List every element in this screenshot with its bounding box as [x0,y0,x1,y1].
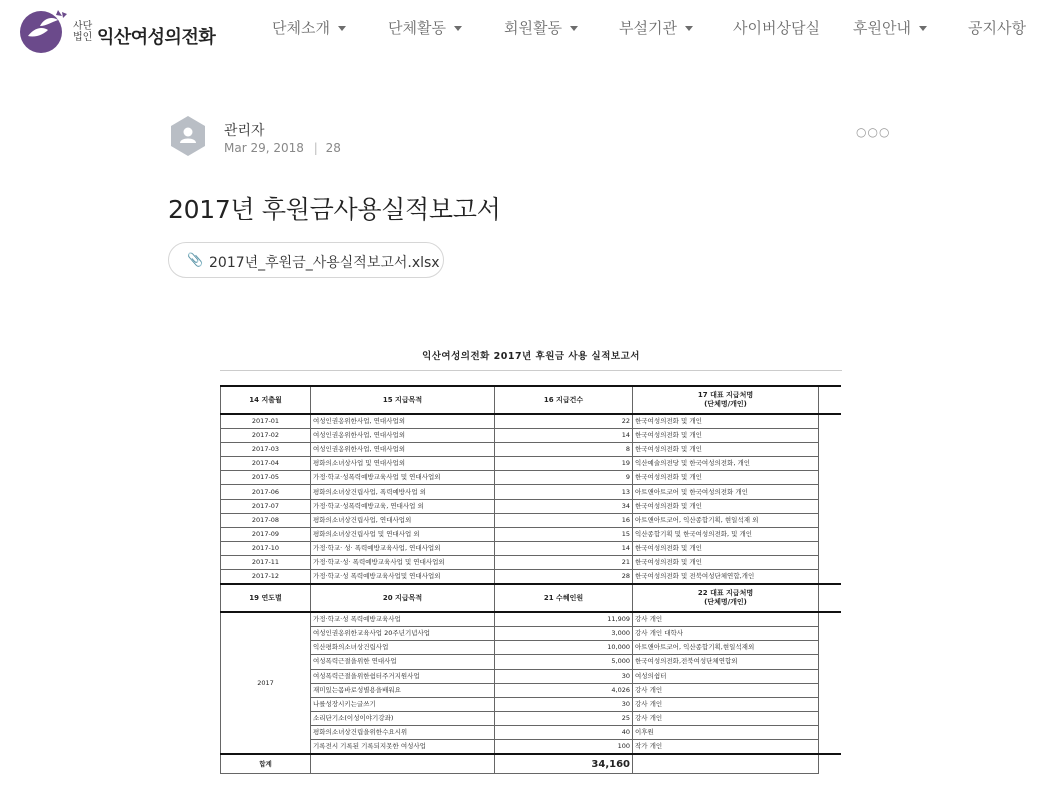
report-table [220,385,841,774]
nav-item-activities[interactable] [388,17,462,38]
month-cell: 2017-12 [221,570,311,585]
table-row [221,555,841,569]
payee-cell: 익산예술의전당 및 한국여성의전화, 개인 [633,457,819,471]
table-row [221,485,841,499]
nav-item-about[interactable] [272,17,346,38]
table-row [221,527,841,541]
header-cell: 19 연도별 [221,584,311,612]
recipients-cell: 10,000 [495,641,633,655]
table-row [221,457,841,471]
caret-down-icon [570,26,578,31]
table-row [221,697,841,711]
author-avatar[interactable] [170,116,206,156]
payee-cell: 강사 개인 [633,683,819,697]
purpose-cell: 여성인권옹위한사업, 연대사업외 [311,414,495,429]
paperclip-icon: 📎 [187,253,204,268]
payee-cell: 여성의쉼터 [633,669,819,683]
nav-label: 공지사항 [968,19,1026,37]
month-cell: 2017-08 [221,513,311,527]
payee-cell: 아트앤아트코어, 익산종합기획, 현일석재 외 [633,513,819,527]
nav-item-affiliates[interactable] [619,17,693,38]
purpose-cell: 평화의소녀상사업 및 연대사업외 [311,457,495,471]
empty-cell [819,697,841,711]
month-cell: 2017-06 [221,485,311,499]
payee-cell: 한국여성의전화 및 전북여성단체연합,개인 [633,570,819,585]
empty-cell [819,457,841,471]
site-header [0,0,1053,60]
table-row [221,655,841,669]
count-cell: 13 [495,485,633,499]
empty-cell [819,443,841,457]
purpose-cell: 가정·학교· 성· 폭력예방교육사업, 연대사업외 [311,541,495,555]
recipients-cell: 25 [495,711,633,725]
month-cell: 2017-07 [221,499,311,513]
count-cell: 8 [495,443,633,457]
site-logo[interactable] [18,6,218,54]
total-value: 34,160 [495,754,633,774]
payee-cell: 강사 개인 [633,697,819,711]
total-label: 합계 [221,754,311,774]
header-cell: 22 대표 지급처명 (단체명/개인) [633,584,819,612]
recipients-cell: 100 [495,739,633,754]
nav-item-counseling[interactable] [733,17,820,38]
count-cell: 9 [495,471,633,485]
nav-item-notice[interactable] [968,17,1026,38]
nav-item-members[interactable] [504,17,578,38]
month-cell: 2017-04 [221,457,311,471]
payee-cell: 작가 개인 [633,739,819,754]
purpose-cell: 평화의소녀상건립사업 및 연대사업 외 [311,527,495,541]
month-cell: 2017-05 [221,471,311,485]
recipients-cell: 30 [495,669,633,683]
purpose-cell: 기록전시 기록된 기록되지못한 여성사업 [311,739,495,754]
month-cell: 2017-03 [221,443,311,457]
empty-cell [311,754,495,774]
empty-cell [819,711,841,725]
table-row [221,739,841,754]
purpose-cell: 나를성장시키는글쓰기 [311,697,495,711]
recipients-cell: 5,000 [495,655,633,669]
table-row [221,513,841,527]
month-cell: 2017-11 [221,555,311,569]
table-row [221,471,841,485]
purpose-cell: 가정·학교·성 폭력예방교육사업및 연대사업외 [311,570,495,585]
purpose-cell: 평화의소녀상건립을위한수요시위 [311,725,495,739]
table-row [221,669,841,683]
recipients-cell: 3,000 [495,627,633,641]
count-cell: 14 [495,429,633,443]
count-cell: 34 [495,499,633,513]
nav-label: 부설기관 [619,19,677,37]
table-header-row [221,584,841,612]
count-cell: 19 [495,457,633,471]
logo-emblem-icon [18,6,70,54]
table-row [221,570,841,585]
recipients-cell: 4,026 [495,683,633,697]
payee-cell: 한국여성의전화 및 개인 [633,499,819,513]
empty-cell [819,739,841,754]
payee-cell: 한국여성의전화 및 개인 [633,414,819,429]
payee-cell: 아트앤아트코어 및 한국여성의전화 개인 [633,485,819,499]
meta-separator: | [313,141,318,155]
purpose-cell: 여성폭력근절을위한 연대사업 [311,655,495,669]
table-row [221,499,841,513]
caret-down-icon [919,26,927,31]
nav-label: 후원안내 [853,19,911,37]
table-row [221,683,841,697]
empty-cell [819,471,841,485]
count-cell: 21 [495,555,633,569]
caret-down-icon [454,26,462,31]
avatar-user-icon [170,116,206,156]
empty-cell [819,725,841,739]
empty-cell [819,570,841,585]
header-cell: 20 지급목적 [311,584,495,612]
table-row [221,711,841,725]
nav-label: 단체활동 [388,19,446,37]
table-row [221,612,841,627]
month-cell: 2017-10 [221,541,311,555]
table-row [221,641,841,655]
table-row [221,414,841,429]
post-meta [224,141,341,155]
empty-cell [633,754,819,774]
purpose-cell: 가정·학교·성 폭력예방교육사업 [311,612,495,627]
more-dots-icon[interactable]: ○○○ [856,125,891,139]
empty-cell [819,541,841,555]
empty-cell [819,627,841,641]
empty-cell [819,527,841,541]
payee-cell: 강사 개인 [633,612,819,627]
purpose-cell: 여성인권옹위한교육사업 20주년기념사업 [311,627,495,641]
payee-cell: 한국여성의전화 및 개인 [633,541,819,555]
table-row [221,725,841,739]
month-cell: 2017-02 [221,429,311,443]
payee-cell: 아트앤아트코어, 익산종합기획,현일석재외 [633,641,819,655]
payee-cell: 한국여성의전화 및 개인 [633,471,819,485]
logo-subtitle: 사단법인 [73,21,93,43]
header-cell: 14 지출월 [221,386,311,414]
count-cell: 28 [495,570,633,585]
empty-cell [819,499,841,513]
caret-down-icon [685,26,693,31]
author-name[interactable]: 관리자 [224,123,265,139]
logo-name: 익산여성의전화 [97,27,216,48]
purpose-cell: 평화의소녀상건립사업, 연대사업외 [311,513,495,527]
table-row [221,541,841,555]
empty-cell [819,669,841,683]
header-cell: 17 대표 지급처명 (단체명/개인) [633,386,819,414]
empty-cell [819,555,841,569]
empty-cell [819,513,841,527]
header-cell: 16 지급건수 [495,386,633,414]
view-count: 28 [325,141,341,155]
purpose-cell: 재미있는몸바로성별용을배워요 [311,683,495,697]
purpose-cell: 여성폭력근절을위한쉼터주거지원사업 [311,669,495,683]
payee-cell: 한국여성의전화 및 개인 [633,429,819,443]
attachment-filename: 2017년_후원금_사용실적보고서.xlsx [209,255,440,271]
purpose-cell: 가정·학교·성폭력예방교육, 연대사업 외 [311,499,495,513]
caret-down-icon [338,26,346,31]
empty-cell [819,655,841,669]
nav-label: 회원활동 [504,19,562,37]
payee-cell: 익산종합기획 및 한국여성의전화, 및 개인 [633,527,819,541]
count-cell: 14 [495,541,633,555]
recipients-cell: 40 [495,725,633,739]
post-date: Mar 29, 2018 [224,141,304,155]
nav-label: 단체소개 [272,19,330,37]
purpose-cell: 익산평화의소녀상건립사업 [311,641,495,655]
post-title: 2017년 후원금사용실적보고서 [168,195,501,224]
payee-cell: 한국여성의전화,전북여성단체연합외 [633,655,819,669]
payee-cell: 강사 개인 대학사 [633,627,819,641]
purpose-cell: 소리단기소(이성이야기강좌) [311,711,495,725]
table-row [221,429,841,443]
purpose-cell: 여성인권옹위한사업, 연대사업외 [311,429,495,443]
empty-cell [819,414,841,429]
empty-cell [819,584,841,612]
month-cell: 2017-01 [221,414,311,429]
month-cell: 2017-09 [221,527,311,541]
payee-cell: 강사 개인 [633,711,819,725]
empty-cell [819,485,841,499]
nav-label: 사이버상담실 [733,19,820,37]
purpose-cell: 가정·학교·성· 폭력예방교육사업 및 연대사업외 [311,555,495,569]
empty-cell [819,386,841,414]
divider [220,370,842,371]
nav-item-donation[interactable] [853,17,927,38]
count-cell: 22 [495,414,633,429]
report-image [218,343,844,770]
table-row [221,627,841,641]
table-row [221,443,841,457]
empty-cell [819,612,841,627]
report-title: 익산여성의전화 2017년 후원금 사용 실적보고서 [422,351,640,362]
empty-cell [819,754,841,774]
header-cell: 15 지급목적 [311,386,495,414]
recipients-cell: 30 [495,697,633,711]
count-cell: 16 [495,513,633,527]
header-cell: 21 수혜인원 [495,584,633,612]
empty-cell [819,429,841,443]
payee-cell: 이후원 [633,725,819,739]
count-cell: 15 [495,527,633,541]
purpose-cell: 여성인권옹위한사업, 연대사업외 [311,443,495,457]
payee-cell: 한국여성의전화 및 개인 [633,443,819,457]
payee-cell: 한국여성의전화 및 개인 [633,555,819,569]
recipients-cell: 11,909 [495,612,633,627]
empty-cell [819,683,841,697]
attachment-link[interactable] [168,242,444,278]
purpose-cell: 평화의소녀상건립사업, 폭력예방사업 외 [311,485,495,499]
table-total-row [221,754,841,774]
purpose-cell: 가정·학교·성폭력예방교육사업 및 연대사업외 [311,471,495,485]
empty-cell [819,641,841,655]
table-header-row [221,386,841,414]
year-cell: 2017 [221,612,311,754]
